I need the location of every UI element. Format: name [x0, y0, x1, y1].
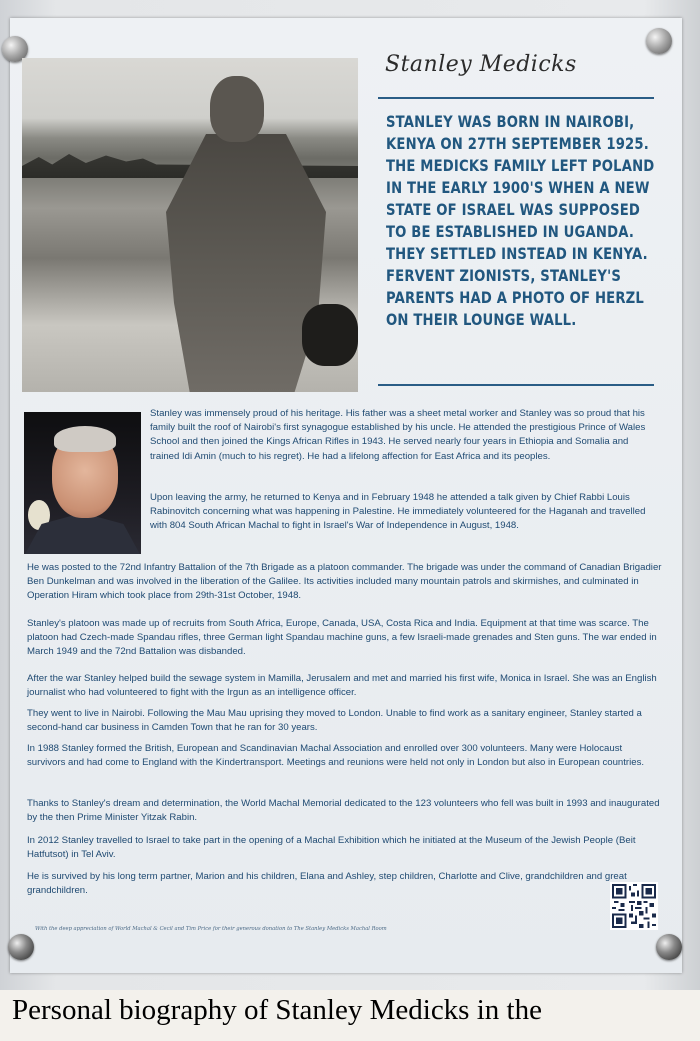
bio-paragraph: Stanley's platoon was made up of recruits from South Africa, Europe, Canada, USA, Costa Rica and India. Equipment at that time was scarce. The platoon had Czech-made Spandau rifles, three German light Spandau machine guns, a few Israeli-made grenades and Sten guns. The war ended in March 1949 and the 72nd Battalion was disbanded. — [27, 618, 657, 658]
intro-heading-text: STANLEY WAS BORN IN NAIROBI, KENYA ON 27TH SEPTEMBER 1925. THE MEDICKS FAMILY LEFT POLAND IN THE EARLY 1900'S WHEN A NEW STATE OF ISRAEL WAS SUPPOSED TO BE ESTABLISHED IN UGANDA. THEY SETTLED INSTEAD IN KENYA. FERVENT ZIONISTS, STANLEY'S PARENTS HAD A PHOTO OF HERZL ON THEIR LOUNGE WALL. — [386, 112, 655, 329]
signature-name: Stanley Medicks — [385, 52, 577, 77]
bio-paragraph: In 1988 Stanley formed the British, European and Scandinavian Machal Association and enrolled over 300 volunteers. Many were Holocaust survivors and had come to England with the Kindertransport. Meetings and reunions were held not only in London but also in European countries. — [27, 743, 645, 769]
mounting-bolt-icon — [656, 934, 682, 960]
bio-paragraph: They went to live in Nairobi. Following the Mau Mau uprising they moved to London. Unable to find work as a sanitary engineer, Stanley started a second-hand car business in Camden Town that he ran for 30 years. — [27, 708, 642, 734]
dedication-credit: With the deep appreciation of World Machal & Cecil and Tim Price for their generous donation to The Stanley Medicks Machal Room — [35, 926, 387, 932]
bio-paragraph: He is survived by his long term partner, Marion and his children, Elana and Ashley, step children, Charlotte and Clive, grandchildren and great grandchildren. — [27, 871, 627, 897]
mounting-bolt-icon — [646, 28, 672, 54]
bio-paragraph: In 2012 Stanley travelled to Israel to take part in the opening of a Machal Exhibition which he initiated at the Museum of the Jewish People (Beit Hatfutsot) in Tel Aviv. — [27, 835, 636, 861]
divider — [378, 384, 654, 386]
elderly-portrait-photo — [24, 412, 141, 554]
young-soldier-photo — [22, 58, 358, 392]
mounting-bolt-icon — [8, 934, 34, 960]
bio-paragraph: Thanks to Stanley's dream and determination, the World Machal Memorial dedicated to the 123 volunteers who fell was built in 1993 and inaugurated by the then Prime Minister Yitzak Rabin. — [27, 798, 660, 824]
bio-paragraph: He was posted to the 72nd Infantry Battalion of the 7th Brigade as a platoon commander. The brigade was under the command of Canadian Brigadier Ben Dunkelman and was involved in the liberation of the Galilee. Its activities included many mountain patrols and skirmishes, and culminated in Operation Hiram which took place from 29th-31st October, 1948. — [27, 562, 662, 602]
figure-caption: Personal biography of Stanley Medicks in the — [12, 994, 542, 1026]
bio-paragraph: Upon leaving the army, he returned to Kenya and in February 1948 he attended a talk given by Chief Rabbi Louis Rabinovitch concerning what was happening in Palestine. He immediately volunteered for the Haganah and travelled with 804 South African Machal to fight in Israel's War of Independence in August, 1948. — [150, 492, 646, 532]
divider — [378, 97, 654, 99]
qr-code-icon[interactable] — [610, 882, 658, 930]
bio-paragraph: After the war Stanley helped build the sewage system in Mamilla, Jerusalem and met and married his first wife, Monica in Israel. She was an English journalist who had volunteered to fight with the Irgun as an intelligence officer. — [27, 673, 657, 699]
bio-paragraph: Stanley was immensely proud of his heritage. His father was a sheet metal worker and Stanley was so proud that his family built the roof of Nairobi's first synagogue established by his uncle. He attended the prestigious Prince of Wales School and then joined the Kings African Rifles in 1943. He served nearly four years in Ethiopia and Somalia and trained Idi Amin (much to his regret). He had a lifelong affection for East Africa and its peoples. — [150, 408, 646, 462]
soldier-figure — [162, 76, 332, 392]
